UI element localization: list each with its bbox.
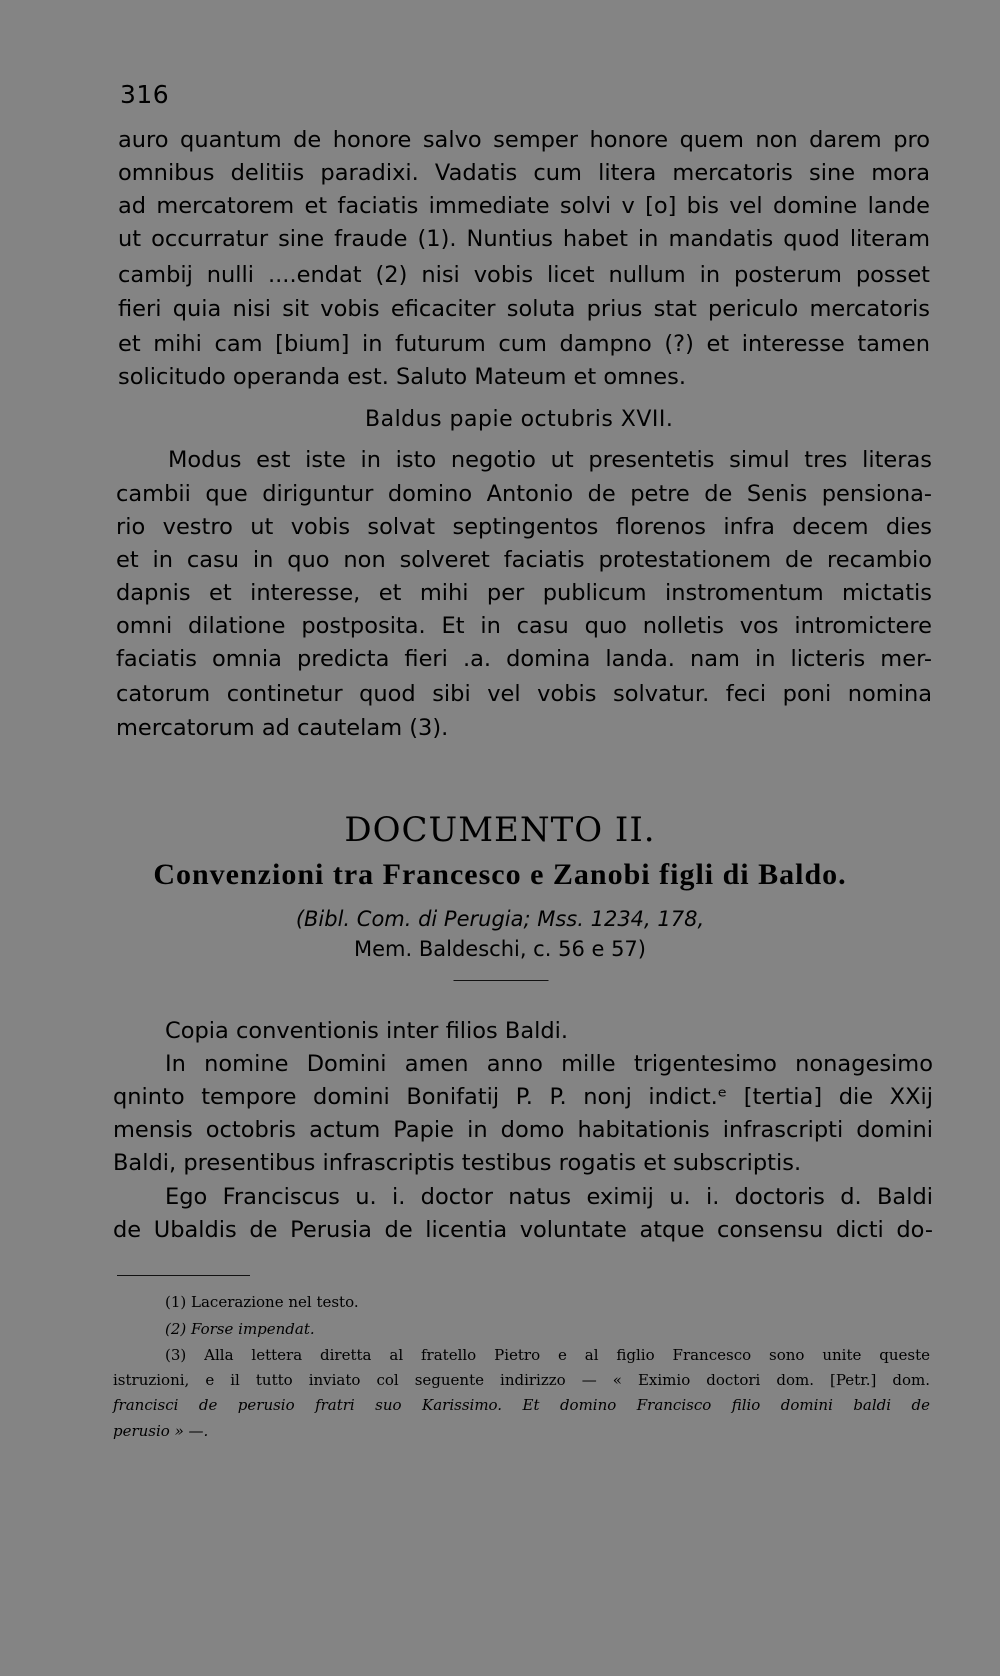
- text-line: fieri quia nisi sit vobis eficaciter soluta prius stat periculo mercatoris: [118, 296, 930, 322]
- text-line: cambii que diriguntur domino Antonio de petre de Senis pensiona-: [116, 481, 932, 507]
- text-line: qninto tempore domini Bonifatij P. P. nonj indict.ᵉ [tertia] die XXij: [113, 1084, 933, 1110]
- text-line: omnibus delitiis paradixi. Vadatis cum litera mercatoris sine mora: [118, 160, 930, 186]
- text-line: et mihi cam [bium] in futurum cum dampno (?) et interesse tamen: [118, 331, 930, 357]
- text-line: mercatorum ad cautelam (3).: [116, 715, 449, 741]
- text-line: de Ubaldis de Perusia de licentia voluntate atque consensu dicti do-: [113, 1217, 933, 1243]
- source-citation: (Bibl. Com. di Perugia; Mss. 1234, 178,: [295, 907, 705, 931]
- text-line: omni dilatione postposita. Et in casu quo nolletis vos intromictere: [116, 613, 932, 639]
- footnote-3-line: (3) Alla lettera diretta al fratello Pietro e al figlio Francesco sono unite queste: [165, 1346, 930, 1364]
- footnote-2: (2) Forse impendat.: [165, 1320, 315, 1338]
- text-line: Modus est iste in isto negotio ut presentetis simul tres literas: [168, 447, 932, 473]
- text-line: In nomine Domini amen anno mille trigentesimo nonagesimo: [165, 1051, 933, 1077]
- text-line: mensis octobris actum Papie in domo habitationis infrascripti domini: [113, 1117, 933, 1143]
- text-line: Ego Franciscus u. i. doctor natus eximij u. i. doctoris d. Baldi: [165, 1184, 933, 1210]
- footnote-rule: [117, 1275, 250, 1276]
- text-line: catorum continetur quod sibi vel vobis solvatur. feci poni nomina: [116, 681, 932, 707]
- text-line: auro quantum de honore salvo semper honore quem non darem pro: [118, 127, 930, 153]
- text-line: et in casu in quo non solveret faciatis protestationem de recambio: [116, 547, 932, 573]
- footnote-3-line: francisci de perusio fratri suo Karissimo. Et domino Francisco filio domini baldi de: [113, 1396, 930, 1414]
- text-line: ad mercatorem et faciatis immediate solvi v [o] bis vel domine lande: [118, 193, 930, 219]
- page-number: 316: [120, 80, 170, 109]
- text-line: rio vestro ut vobis solvat septingentos florenos infra decem dies: [116, 514, 932, 540]
- text-line: ut occurratur sine fraude (1). Nuntius habet in mandatis quod literam: [118, 226, 930, 252]
- document-subtitle: Convenzioni tra Francesco e Zanobi figli di Baldo.: [153, 858, 847, 891]
- source-citation-continued: Mem. Baldeschi, c. 56 e 57): [354, 937, 646, 961]
- footnote-3-line: perusio » —.: [113, 1422, 209, 1440]
- text-line: dapnis et interesse, et mihi per publicum instromentum mictatis: [116, 580, 932, 606]
- copia-heading: Copia conventionis inter filios Baldi.: [165, 1018, 569, 1044]
- text-line: cambij nulli ....endat (2) nisi vobis licet nullum in posterum posset: [118, 262, 930, 288]
- letter-signature: Baldus papie octubris XVII.: [365, 407, 674, 432]
- text-line: Baldi, presentibus infrascriptis testibus rogatis et subscriptis.: [113, 1150, 802, 1176]
- text-line: solicitudo operanda est. Saluto Mateum et omnes.: [118, 364, 686, 390]
- footnote-3-line: istruzioni, e il tutto inviato col seguente indirizzo — « Eximio doctori dom. [Petr.] dom.: [113, 1371, 930, 1389]
- text-line: faciatis omnia predicta fieri .a. domina landa. nam in licteris mer-: [116, 646, 932, 672]
- document-title: DOCUMENTO II.: [344, 810, 656, 850]
- section-divider: [454, 980, 549, 981]
- footnote-1: (1) Lacerazione nel testo.: [165, 1293, 359, 1311]
